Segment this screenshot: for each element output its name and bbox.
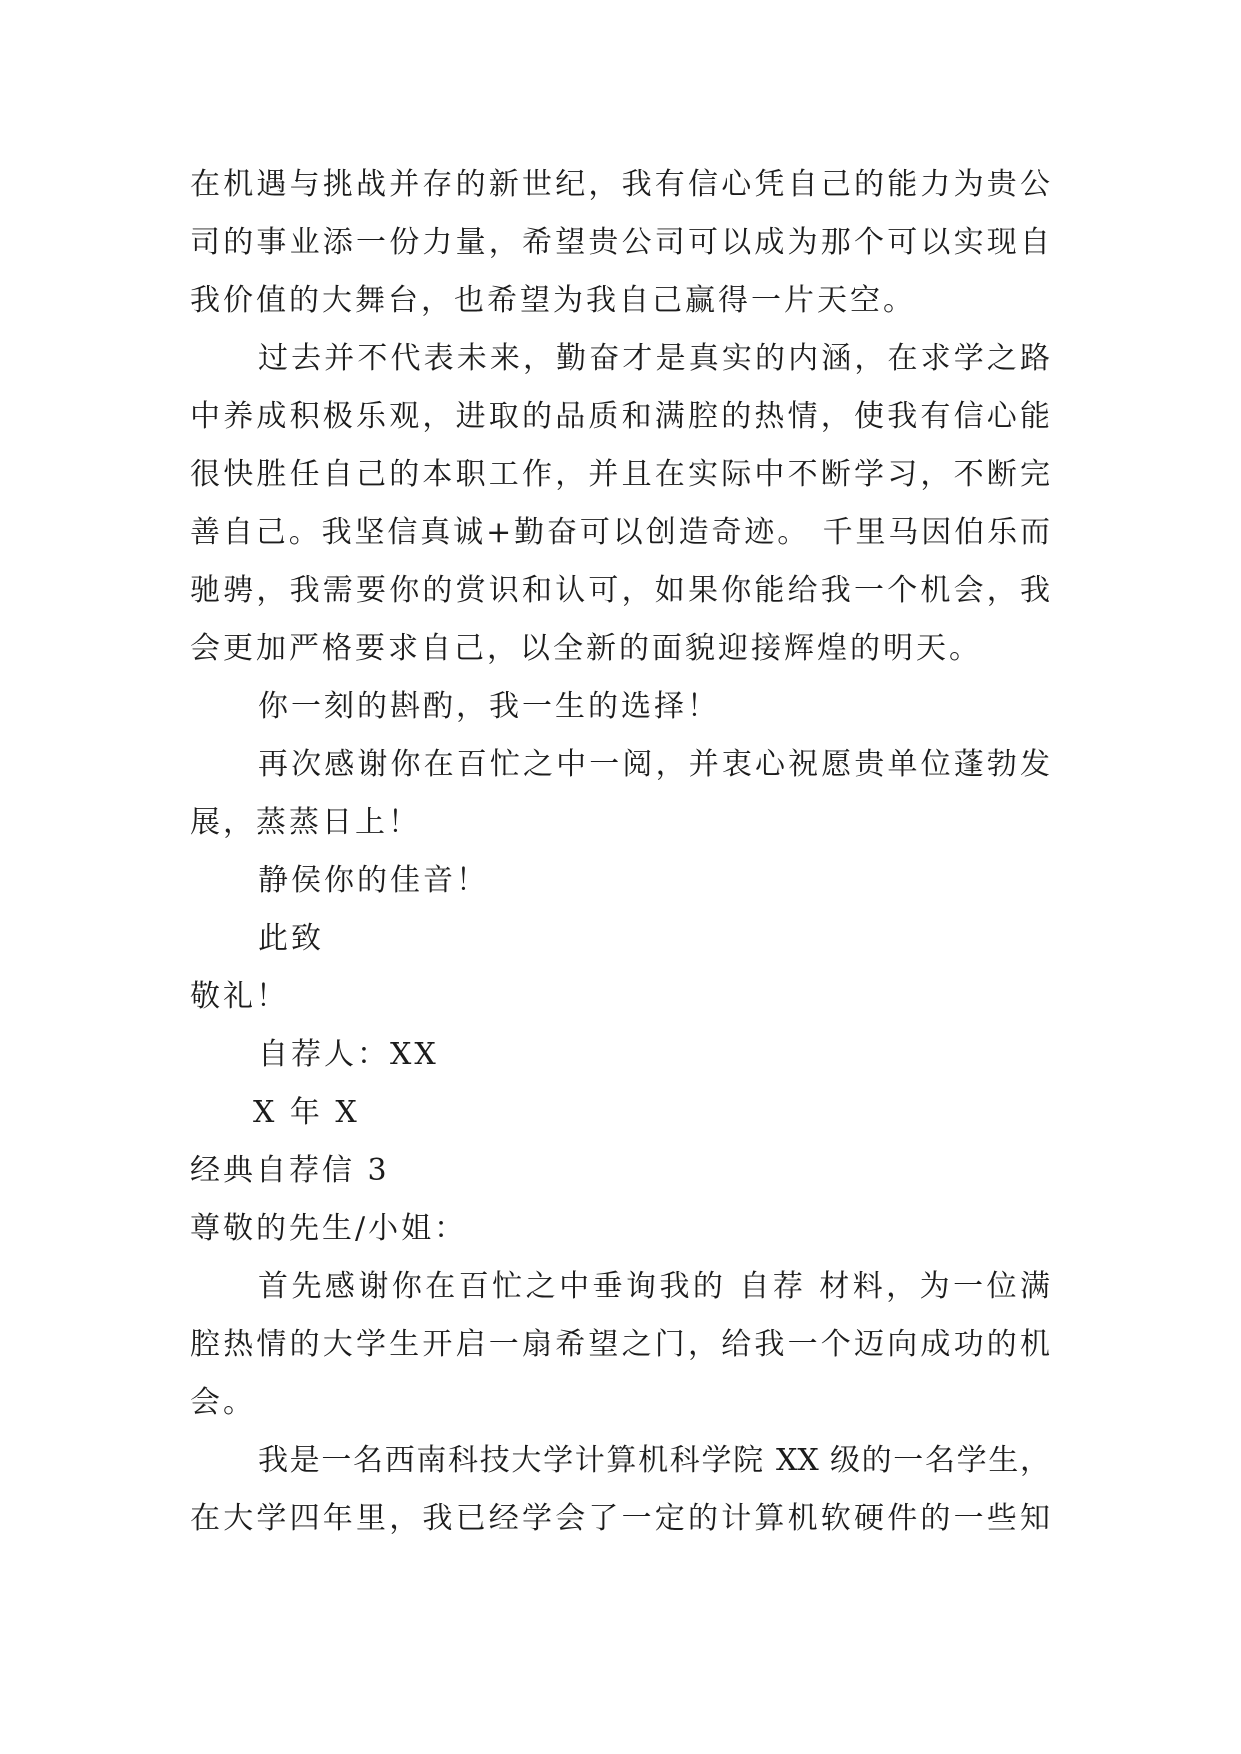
document-body — [190, 156, 1050, 1548]
closing-phrase: 此致 — [258, 921, 324, 956]
signature-date: X 年 X — [253, 1095, 360, 1130]
text-line: 静侯你的佳音！ — [258, 863, 489, 898]
text-line: 过去并不代表未来，勤奋才是真实的内涵，在求学之路 — [258, 341, 1050, 376]
section-title: 经典自荐信 3 — [190, 1153, 390, 1188]
text-line: 我是一名西南科技大学计算机科学院 XX 级的一名学生， — [258, 1443, 1050, 1478]
text-line: 在机遇与挑战并存的新世纪，我有信心凭自己的能力为贵公 — [190, 167, 1050, 202]
text-line: 很快胜任自己的本职工作，并且在实际中不断学习，不断完 — [190, 457, 1050, 492]
text-line: 展，蒸蒸日上！ — [190, 805, 421, 840]
text-line: 在大学四年里，我已经学会了一定的计算机软硬件的一些知 — [190, 1501, 1050, 1536]
text-line: 我价值的大舞台，也希望为我自己赢得一片天空。 — [190, 283, 916, 318]
signature-name: 自荐人：XX — [258, 1037, 439, 1072]
text-line: 首先感谢你在百忙之中垂询我的 自荐 材料，为一位满 — [258, 1269, 1050, 1304]
text-line: 司的事业添一份力量，希望贵公司可以成为那个可以实现自 — [190, 225, 1050, 260]
text-line: 再次感谢你在百忙之中一阅，并衷心祝愿贵单位蓬勃发 — [258, 747, 1050, 782]
text-line: 会更加严格要求自己，以全新的面貌迎接辉煌的明天。 — [190, 631, 982, 666]
text-line: 驰骋，我需要你的赏识和认可，如果你能给我一个机会，我 — [190, 573, 1050, 608]
text-line: 你一刻的斟酌，我一生的选择！ — [258, 689, 720, 724]
text-line: 会。 — [190, 1385, 256, 1420]
text-line: 腔热情的大学生开启一扇希望之门，给我一个迈向成功的机 — [190, 1327, 1050, 1362]
text-line: 善自己。我坚信真诚+勤奋可以创造奇迹。 千里马因伯乐而 — [190, 515, 1050, 550]
closing-salute: 敬礼！ — [190, 979, 289, 1014]
salutation: 尊敬的先生/小姐： — [190, 1211, 468, 1246]
text-line: 中养成积极乐观，进取的品质和满腔的热情，使我有信心能 — [190, 399, 1050, 434]
